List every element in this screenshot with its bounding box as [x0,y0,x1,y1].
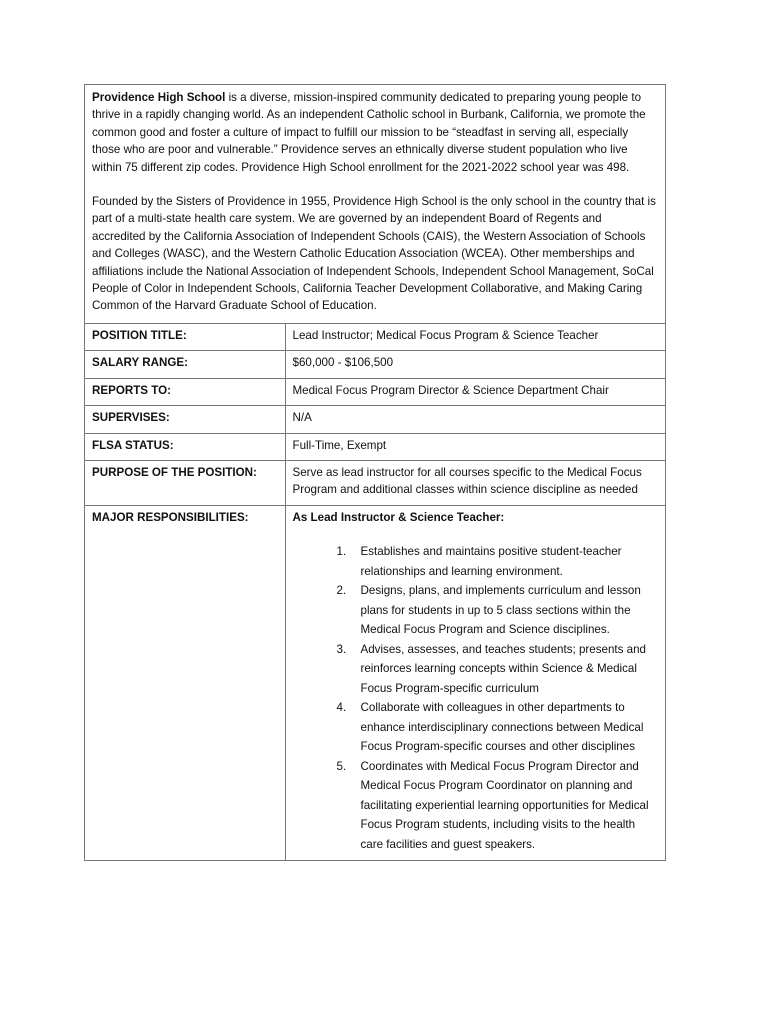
list-item-number: 5. [336,759,347,773]
purpose-label: PURPOSE OF THE POSITION: [85,460,285,505]
reports-to-value: Medical Focus Program Director & Science Department Chair [285,378,665,405]
table-row [85,433,665,460]
position-title-label: POSITION TITLE: [85,324,285,351]
reports-to-label: REPORTS TO: [85,378,285,405]
list-item-text: Advises, assesses, and teaches students; presents and reinforces learning concepts within Science & Medical Focus Program-specific curriculum [360,642,647,695]
responsibilities-label: MAJOR RESPONSIBILITIES: [85,505,285,860]
table-row [85,460,665,505]
flsa-status-label: FLSA STATUS: [85,433,285,460]
table-row [85,505,665,860]
responsibilities-list [293,542,659,854]
responsibilities-heading: As Lead Instructor & Science Teacher: [292,510,505,524]
salary-range-label: SALARY RANGE: [85,351,285,378]
salary-range-value: $60,000 - $106,500 [285,351,665,378]
table-row [85,351,665,378]
list-item [293,698,659,757]
list-item-text: Collaborate with colleagues in other departments to enhance interdisciplinary connections between Medical Focus Program-specific courses and other disciplines [360,701,644,754]
list-item [293,757,659,855]
school-name: Providence High School [92,91,226,104]
list-item [293,640,659,699]
list-item-text: Designs, plans, and implements curriculum and lesson plans for students in up to 5 class sections within the Medical Focus Program and Science disciplines. [360,584,641,637]
school-introduction [85,85,665,324]
table-row [85,406,665,433]
position-title-value: Lead Instructor; Medical Focus Program & Science Teacher [292,328,599,342]
purpose-value: Serve as lead instructor for all courses specific to the Medical Focus Program and additional classes within science discipline as needed [285,460,665,505]
list-item-number: 3. [336,642,347,656]
intro-paragraph-1 [92,89,658,176]
position-details-table [85,324,665,860]
list-item-number: 1. [336,545,347,559]
job-description-document [84,84,666,861]
intro-paragraph-2: Founded by the Sisters of Providence in 1955, Providence High School is the only school in the country that is part of a multi-state health care system. We are governed by an independent Board of Regents and accredited by the California Association of Independent Schools (CAIS), the Western Association of Schools and Colleges (WASC), and the Western Catholic Education Association (WCEA). Other memberships and affiliations include the National Association of Independent Schools, Independent School Management, SoCal People of Color in Independent Schools, California Teacher Development Collaborative, and Making Caring Common of the Harvard Graduate School of Education. [92,195,656,313]
list-item [293,542,659,581]
supervises-value: N/A [285,406,665,433]
table-row [85,378,665,405]
list-item-text: Establishes and maintains positive student-teacher relationships and learning environment. [360,545,622,578]
flsa-status-value: Full-Time, Exempt [285,433,665,460]
table-row [85,324,665,351]
list-item-text: Coordinates with Medical Focus Program Director and Medical Focus Program Coordinator on planning and facilitating experiential learning opportunities for Medical Focus Program students, including visits to the health care facilities and guest speakers. [360,759,649,851]
responsibilities-value [285,505,665,860]
list-item [293,581,659,640]
supervises-label: SUPERVISES: [85,406,285,433]
intro-paragraph-1-text: is a diverse, mission-inspired community dedicated to preparing young people to thrive in a rapidly changing world. As an independent Catholic school in Burbank, California, we promote the common good and foster a culture of impact to fulfill our mission to be “steadfast in serving all, especially those who are poor and vulnerable.” Providence serves an ethnically diverse student population who live within 75 different zip codes. Providence High School enrollment for the 2021-2022 school year was 498. [92,91,646,174]
list-item-number: 4. [336,701,347,715]
list-item-number: 2. [336,584,347,598]
